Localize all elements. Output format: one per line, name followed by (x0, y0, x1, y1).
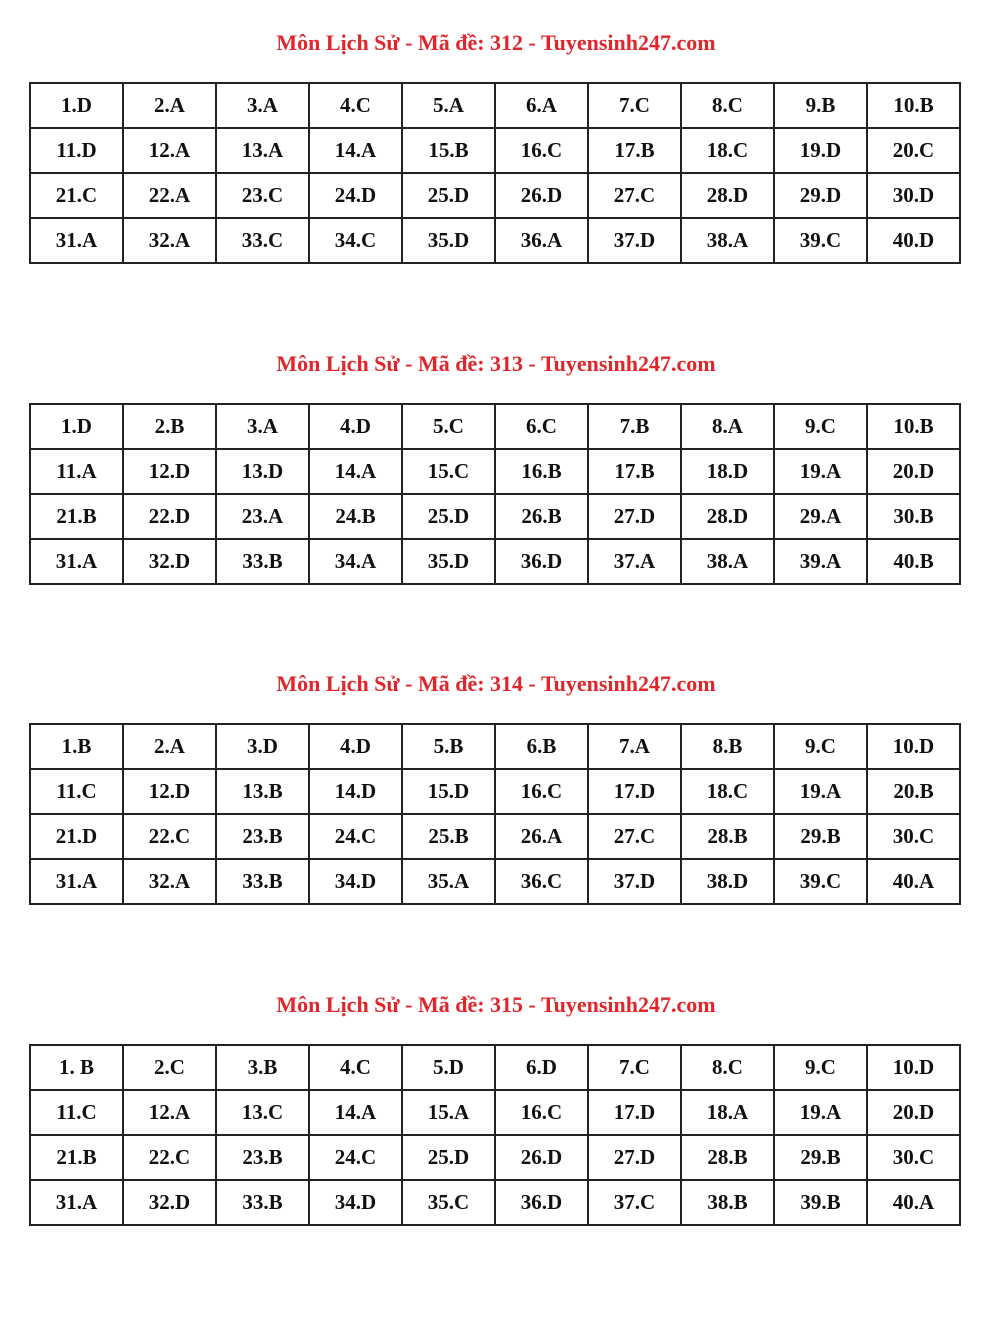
answer-cell: 29.B (774, 1135, 867, 1180)
answer-cell: 22.C (123, 1135, 216, 1180)
answer-cell: 28.D (681, 173, 774, 218)
answer-cell: 33.B (216, 859, 309, 904)
answer-row (30, 449, 960, 494)
answer-cell: 31.A (30, 1180, 123, 1225)
answer-cell: 12.D (123, 449, 216, 494)
answer-cell: 17.D (588, 1090, 681, 1135)
answer-cell: 19.A (774, 1090, 867, 1135)
answer-cell: 15.A (402, 1090, 495, 1135)
answer-cell: 23.C (216, 173, 309, 218)
answer-table (29, 1044, 961, 1226)
answer-cell: 23.B (216, 814, 309, 859)
answer-cell: 23.A (216, 494, 309, 539)
answer-cell: 13.D (216, 449, 309, 494)
answer-cell: 34.C (309, 218, 402, 263)
answer-cell: 20.D (867, 1090, 960, 1135)
answer-cell: 39.C (774, 218, 867, 263)
answer-cell: 10.B (867, 83, 960, 128)
answer-table (29, 723, 961, 905)
answer-cell: 33.B (216, 1180, 309, 1225)
answer-cell: 21.D (30, 814, 123, 859)
answer-cell: 8.C (681, 83, 774, 128)
answer-cell: 36.D (495, 539, 588, 584)
answer-cell: 2.A (123, 83, 216, 128)
section-title: Môn Lịch Sử - Mã đề: 313 - Tuyensinh247.com (276, 351, 716, 376)
answer-cell: 8.B (681, 724, 774, 769)
answer-cell: 39.B (774, 1180, 867, 1225)
answer-cell: 25.D (402, 1135, 495, 1180)
answer-cell: 9.C (774, 1045, 867, 1090)
section-title: Môn Lịch Sử - Mã đề: 315 - Tuyensinh247.com (276, 992, 716, 1017)
answer-cell: 5.C (402, 404, 495, 449)
answer-cell: 2.A (123, 724, 216, 769)
answer-cell: 35.C (402, 1180, 495, 1225)
answer-cell: 9.C (774, 404, 867, 449)
answer-cell: 11.C (30, 1090, 123, 1135)
answer-cell: 28.B (681, 814, 774, 859)
answer-row (30, 218, 960, 263)
answer-row (30, 404, 960, 449)
answer-cell: 24.B (309, 494, 402, 539)
answer-cell: 17.B (588, 449, 681, 494)
answer-cell: 25.B (402, 814, 495, 859)
answer-cell: 21.B (30, 494, 123, 539)
answer-cell: 20.C (867, 128, 960, 173)
answer-cell: 22.A (123, 173, 216, 218)
answer-cell: 38.D (681, 859, 774, 904)
answer-cell: 37.A (588, 539, 681, 584)
answer-cell: 20.D (867, 449, 960, 494)
answer-cell: 29.D (774, 173, 867, 218)
answer-cell: 10.B (867, 404, 960, 449)
answer-cell: 25.D (402, 494, 495, 539)
answer-cell: 16.C (495, 128, 588, 173)
answer-row (30, 173, 960, 218)
answer-cell: 3.A (216, 83, 309, 128)
answer-cell: 7.B (588, 404, 681, 449)
answer-cell: 5.B (402, 724, 495, 769)
answer-cell: 25.D (402, 173, 495, 218)
answer-cell: 24.C (309, 814, 402, 859)
answer-cell: 31.A (30, 859, 123, 904)
answer-cell: 4.C (309, 1045, 402, 1090)
answer-cell: 22.D (123, 494, 216, 539)
answer-table (29, 403, 961, 585)
section-title: Môn Lịch Sử - Mã đề: 314 - Tuyensinh247.com (276, 671, 716, 696)
answer-cell: 12.A (123, 128, 216, 173)
answer-cell: 14.A (309, 128, 402, 173)
answer-row (30, 128, 960, 173)
answer-cell: 15.B (402, 128, 495, 173)
answer-cell: 20.B (867, 769, 960, 814)
answer-cell: 6.B (495, 724, 588, 769)
answer-row (30, 83, 960, 128)
answer-row (30, 1045, 960, 1090)
answer-cell: 36.C (495, 859, 588, 904)
answer-cell: 18.C (681, 769, 774, 814)
answer-cell: 24.C (309, 1135, 402, 1180)
answer-cell: 16.C (495, 1090, 588, 1135)
answer-cell: 12.D (123, 769, 216, 814)
answer-cell: 27.D (588, 1135, 681, 1180)
answer-cell: 34.D (309, 859, 402, 904)
answer-cell: 6.D (495, 1045, 588, 1090)
answer-cell: 21.C (30, 173, 123, 218)
answer-cell: 32.D (123, 539, 216, 584)
answer-cell: 18.A (681, 1090, 774, 1135)
answer-cell: 30.D (867, 173, 960, 218)
answer-cell: 11.C (30, 769, 123, 814)
answer-cell: 9.B (774, 83, 867, 128)
answer-cell: 30.C (867, 1135, 960, 1180)
answer-cell: 12.A (123, 1090, 216, 1135)
answer-cell: 40.A (867, 1180, 960, 1225)
answer-cell: 19.A (774, 449, 867, 494)
answer-table (29, 82, 961, 264)
answer-cell: 9.C (774, 724, 867, 769)
answer-cell: 38.B (681, 1180, 774, 1225)
answer-row (30, 769, 960, 814)
answer-cell: 34.D (309, 1180, 402, 1225)
answer-row (30, 1090, 960, 1135)
answer-cell: 4.D (309, 724, 402, 769)
answer-cell: 33.C (216, 218, 309, 263)
answer-cell: 35.D (402, 539, 495, 584)
answer-cell: 40.D (867, 218, 960, 263)
answer-cell: 10.D (867, 724, 960, 769)
answer-cell: 14.A (309, 449, 402, 494)
answer-cell: 35.D (402, 218, 495, 263)
answer-cell: 26.B (495, 494, 588, 539)
answer-cell: 16.C (495, 769, 588, 814)
answer-cell: 8.C (681, 1045, 774, 1090)
answer-row (30, 859, 960, 904)
answer-cell: 3.D (216, 724, 309, 769)
answer-cell: 3.A (216, 404, 309, 449)
answer-cell: 18.D (681, 449, 774, 494)
answer-cell: 1.D (30, 404, 123, 449)
answer-cell: 13.B (216, 769, 309, 814)
answer-cell: 37.D (588, 859, 681, 904)
answer-cell: 4.D (309, 404, 402, 449)
answer-cell: 10.D (867, 1045, 960, 1090)
answer-cell: 23.B (216, 1135, 309, 1180)
answer-cell: 28.D (681, 494, 774, 539)
answer-cell: 1.D (30, 83, 123, 128)
answer-cell: 28.B (681, 1135, 774, 1180)
answer-cell: 2.C (123, 1045, 216, 1090)
answer-row (30, 724, 960, 769)
answer-cell: 31.A (30, 539, 123, 584)
answer-cell: 40.B (867, 539, 960, 584)
answer-cell: 34.A (309, 539, 402, 584)
answer-cell: 37.D (588, 218, 681, 263)
answer-cell: 11.A (30, 449, 123, 494)
answer-cell: 18.C (681, 128, 774, 173)
answer-cell: 6.C (495, 404, 588, 449)
answer-cell: 14.D (309, 769, 402, 814)
answer-row (30, 494, 960, 539)
answer-cell: 13.A (216, 128, 309, 173)
section-title: Môn Lịch Sử - Mã đề: 312 - Tuyensinh247.com (276, 30, 716, 55)
answer-row (30, 1135, 960, 1180)
answer-cell: 6.A (495, 83, 588, 128)
answer-cell: 26.D (495, 1135, 588, 1180)
answer-cell: 8.A (681, 404, 774, 449)
answer-cell: 27.C (588, 814, 681, 859)
answer-cell: 37.C (588, 1180, 681, 1225)
answer-cell: 17.D (588, 769, 681, 814)
answer-cell: 3.B (216, 1045, 309, 1090)
answer-cell: 39.C (774, 859, 867, 904)
answer-cell: 5.A (402, 83, 495, 128)
answer-cell: 36.A (495, 218, 588, 263)
answer-cell: 22.C (123, 814, 216, 859)
answer-cell: 13.C (216, 1090, 309, 1135)
answer-cell: 19.A (774, 769, 867, 814)
answer-cell: 1. B (30, 1045, 123, 1090)
answer-cell: 2.B (123, 404, 216, 449)
answer-cell: 26.D (495, 173, 588, 218)
answer-cell: 7.C (588, 1045, 681, 1090)
answer-cell: 27.D (588, 494, 681, 539)
answer-cell: 33.B (216, 539, 309, 584)
answer-cell: 16.B (495, 449, 588, 494)
answer-cell: 26.A (495, 814, 588, 859)
answer-cell: 32.A (123, 218, 216, 263)
answer-row (30, 539, 960, 584)
answer-cell: 19.D (774, 128, 867, 173)
answer-cell: 17.B (588, 128, 681, 173)
answer-cell: 1.B (30, 724, 123, 769)
answer-cell: 39.A (774, 539, 867, 584)
answer-cell: 40.A (867, 859, 960, 904)
answer-row (30, 814, 960, 859)
answer-cell: 14.A (309, 1090, 402, 1135)
answer-cell: 30.B (867, 494, 960, 539)
answer-row (30, 1180, 960, 1225)
answer-cell: 24.D (309, 173, 402, 218)
answer-cell: 29.A (774, 494, 867, 539)
answer-cell: 32.D (123, 1180, 216, 1225)
answer-cell: 32.A (123, 859, 216, 904)
answer-cell: 35.A (402, 859, 495, 904)
answer-cell: 7.A (588, 724, 681, 769)
answer-cell: 31.A (30, 218, 123, 263)
answer-cell: 15.C (402, 449, 495, 494)
answer-cell: 36.D (495, 1180, 588, 1225)
answer-cell: 4.C (309, 83, 402, 128)
answer-cell: 21.B (30, 1135, 123, 1180)
answer-cell: 5.D (402, 1045, 495, 1090)
answer-cell: 38.A (681, 218, 774, 263)
answer-cell: 11.D (30, 128, 123, 173)
answer-cell: 38.A (681, 539, 774, 584)
answer-cell: 29.B (774, 814, 867, 859)
answer-cell: 7.C (588, 83, 681, 128)
answer-cell: 15.D (402, 769, 495, 814)
answer-cell: 27.C (588, 173, 681, 218)
answer-cell: 30.C (867, 814, 960, 859)
